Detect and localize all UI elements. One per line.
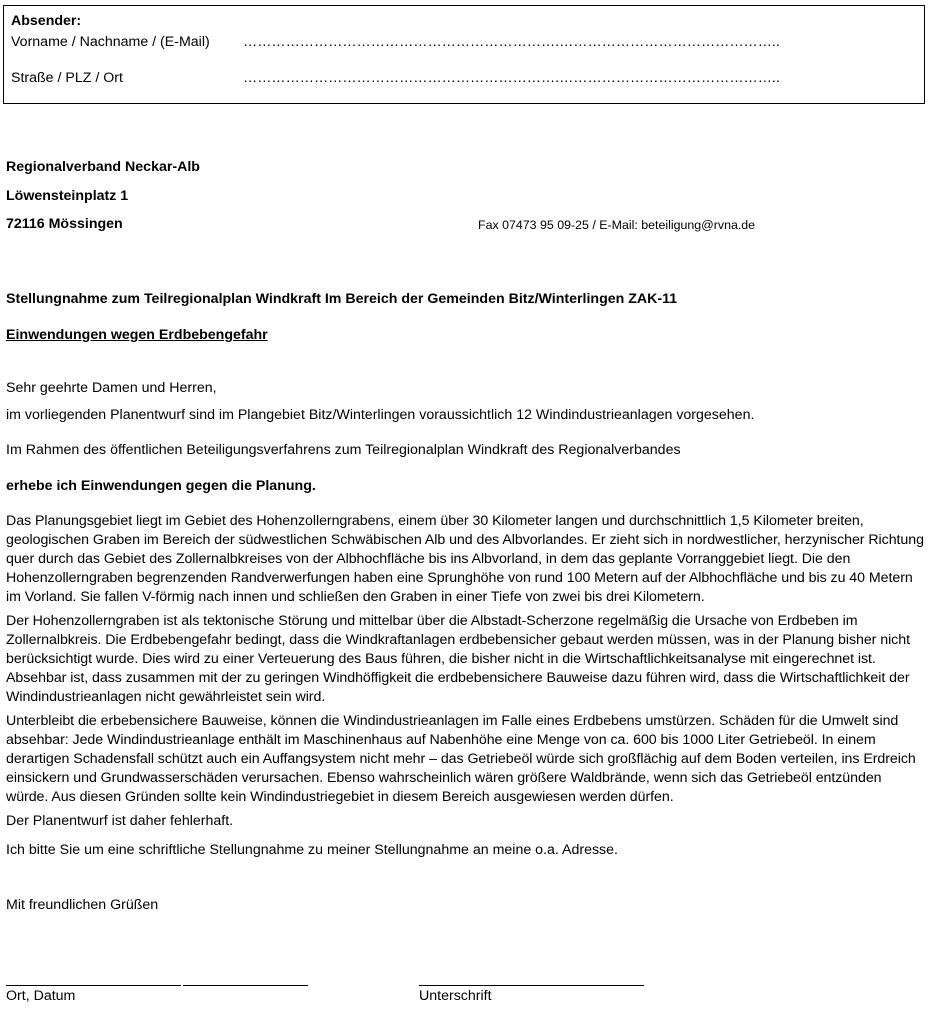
closing-text: Mit freundlichen Grüßen <box>6 897 159 913</box>
salutation: Sehr geehrte Damen und Herren, <box>6 380 217 396</box>
subject-objection: Einwendungen wegen Erdbebengefahr <box>6 327 268 343</box>
place-line[interactable] <box>6 985 181 986</box>
paragraph-earthquake-risk: Der Hohenzollerngraben ist als tektonische Störung und mittelbar über die Albstadt-Scherzone regelmäßig die Ursache von Erdbeben im Zollernalbkreis. Die Erdbebengefahr bedingt, dass die Windkraftanlagen erdbebensicher gebaut werden müssen, was in der Planung bisher nicht berücksichtigt wurde. Dies wird zu einer Verteuerung des Baus führen, die bisher nicht in die Wirtschaftlichkeitsanalyse mit eingerechnet ist. Absehbar ist, dass zusammen mit der zu geringen Windhöffigkeit die erdbebensichere Bauweise dazu führen wird, dass die Wirtschaftlichkeit der Windindustrieanlagen nicht gewährleistet sein wird. <box>6 613 910 705</box>
sender-address-label: Straße / PLZ / Ort <box>11 70 123 86</box>
sender-heading: Absender: <box>11 13 82 29</box>
recipient-street: Löwensteinplatz 1 <box>6 188 129 204</box>
request-text: Ich bitte Sie um eine schriftliche Stellungnahme zu meiner Stellungnahme an meine o.a. Adresse. <box>6 842 618 858</box>
paragraph-geology: Das Planungsgebiet liegt im Gebiet des Hohenzollerngrabens, einem über 30 Kilometer langen und durchschnittlich 1,5 Kilometer breiten, geologischen Graben im Bereich der südwestlichen Schwäbischen Alb und des Albvorlandes. Er zieht sich in nordwestlicher, herzynischer Richtung quer durch das Gebiet des Zollernalbkreises von der Albhochfläche bis ins Albvorland, in dem das geplante Vorranggebiet liegt. Die den Hohenzollerngraben begrenzenden Randverwerfungen haben eine Sprunghöhe von rund 100 Metern auf der Albhochfläche und bis zu 40 Metern im Vorland. Sie fallen V-förmig nach innen und schließen den Graben in einer Tiefe von zwei bis drei Kilometern. <box>6 513 924 605</box>
conclusion-text: Der Planentwurf ist daher fehlerhaft. <box>6 813 234 829</box>
recipient-city: 72116 Mössingen <box>6 216 123 232</box>
place-date-label: Ort, Datum <box>6 988 76 1004</box>
sender-address-field[interactable]: ………………………………………………………….……………………………………….. <box>243 70 780 86</box>
intro-text: im vorliegenden Planentwurf sind im Plangebiet Bitz/Winterlingen voraussichtlich 12 Windindustrieanlagen vorgesehen. <box>6 407 755 423</box>
context-text: Im Rahmen des öffentlichen Beteiligungsverfahrens zum Teilregionalplan Windkraft des Regionalverbandes <box>6 442 681 458</box>
sender-name-label: Vorname / Nachname / (E-Mail) <box>11 34 210 50</box>
signature-line[interactable] <box>419 985 644 986</box>
objection-statement: erhebe ich Einwendungen gegen die Planung. <box>6 478 316 494</box>
subject-title: Stellungnahme zum Teilregionalplan Windkraft Im Bereich der Gemeinden Bitz/Winterlingen ZAK-11 <box>6 291 678 307</box>
recipient-contact: Fax 07473 95 09-25 / E-Mail: beteiligung@rvna.de <box>478 218 756 232</box>
recipient-org: Regionalverband Neckar-Alb <box>6 159 200 175</box>
paragraph-environmental-damage: Unterbleibt die erbebensichere Bauweise, können die Windindustrieanlagen im Falle eines Erdbebens umstürzen. Schäden für die Umwelt sind absehbar: Jede Windindustrieanlage enthält im Maschinenhaus auf Nabenhöhe eine Menge von ca. 600 bis 1000 Liter Getriebeöl. In einem derartigen Schadensfall schützt auch ein Auffangsystem nicht mehr – das Getriebeöl würde sich großflächig auf dem Boden verteilen, ins Erdreich einsickern und Grundwasserschäden verursachen. Ebenso wahrscheinlich wären größere Waldbrände, wenn sich das Getriebeöl entzünden würde. Aus diesen Gründen sollte kein Windindustriegebiet in diesem Bereich ausgewiesen werden dürfen. <box>6 713 916 805</box>
date-line[interactable] <box>183 985 308 986</box>
sender-box <box>3 5 925 104</box>
sender-name-field[interactable]: ………………………………………………………….……………………………………….. <box>243 34 780 50</box>
signature-label: Unterschrift <box>419 988 492 1004</box>
